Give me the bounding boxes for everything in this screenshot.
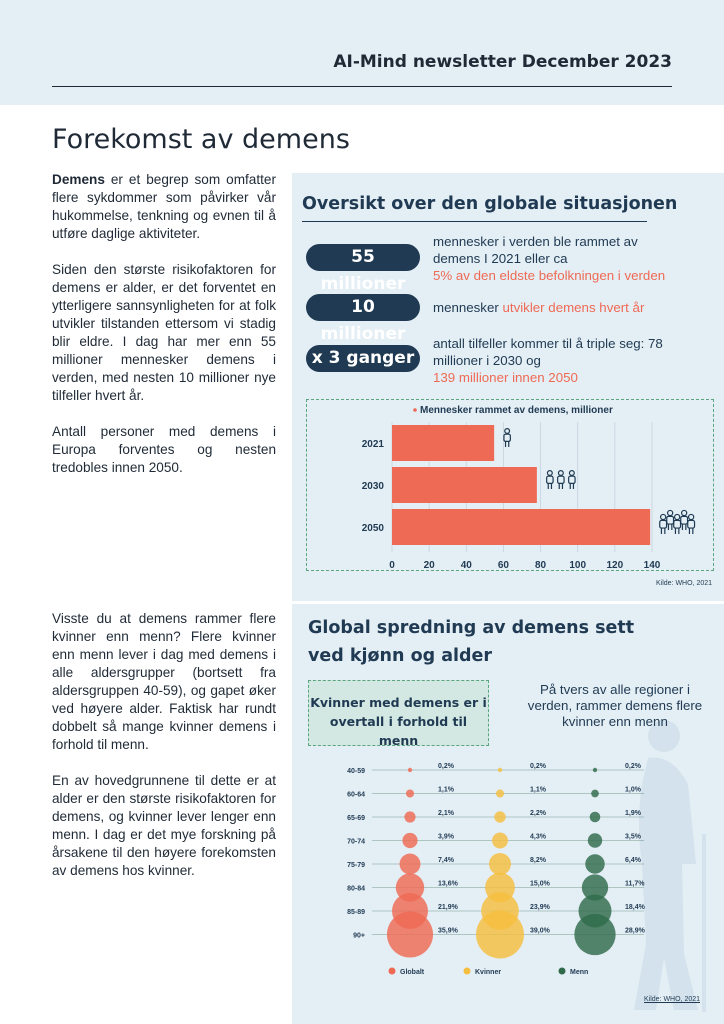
gender-text <box>52 610 276 898</box>
spread-heading <box>308 614 634 670</box>
intro-paragraph-3: Antall personer med demens i Europa forventes og nesten tredobles innen 2050. <box>52 424 276 475</box>
bubble-kvinner <box>492 833 508 849</box>
stat-55m-line2: demens I 2021 eller ca <box>433 251 568 266</box>
legend-marker <box>413 408 417 412</box>
overview-heading: Oversikt over den globale situasjonen <box>302 194 678 214</box>
callout-box: Kvinner med demens er i overtall i forhold til menn <box>308 680 489 746</box>
person-icon <box>688 514 695 534</box>
bubble-value-label: 6,4% <box>625 857 641 864</box>
age-group-label: 40-59 <box>347 768 365 775</box>
bubble-value-label: 1,0% <box>625 786 641 794</box>
person-icon <box>674 514 681 534</box>
gender-paragraph-2: En av hovedgrunnene til dette er at alder er den største risikofaktoren for demens, og kvinner lever lenger enn menn. I dag er det mye forskning på årsakene til den høyere forekomsten av demens hos kvinner. <box>52 773 276 878</box>
person-icon <box>667 510 674 530</box>
overview-heading-rule <box>302 221 647 222</box>
legend-marker-kvinner <box>464 968 471 975</box>
bubble-value-label: 3,9% <box>438 833 454 841</box>
bubble-value-label: 1,1% <box>438 786 454 794</box>
y-category-label: 2021 <box>361 439 384 450</box>
stat-text-x3 <box>433 335 663 386</box>
bar-chart-title: Mennesker rammet av demens, millioner <box>420 405 613 416</box>
x-tick-label: 120 <box>606 560 624 569</box>
bubble-value-label: 13,6% <box>438 880 458 888</box>
stat-55m-highlight: 5% av den eldste befolkningen i verden <box>433 268 666 283</box>
bar-chart-box <box>306 399 714 571</box>
x-tick-label: 60 <box>497 560 509 569</box>
bubble-value-label: 1,9% <box>625 810 641 817</box>
bubble-kvinner <box>476 911 524 959</box>
bar-2030 <box>392 467 537 503</box>
intro-paragraph-2: Siden den største risikofaktoren for demens er alder, er det forventet en ytterligere sannsynligheten for at folk utvikler tilstanden ettersom vi stadig blir eldre. I dag har mer enn 55 millioner mennesker demens i verden, med nesten 10 millioner nye tilfeller hvert år. <box>52 262 276 403</box>
bubble-value-label: 0,2% <box>438 763 454 770</box>
bar-chart <box>307 400 712 569</box>
x-tick-label: 140 <box>643 560 661 569</box>
legend-marker-menn <box>559 968 566 975</box>
x-tick-label: 100 <box>569 560 587 569</box>
stat-text-10m <box>433 299 644 316</box>
age-group-label: 90+ <box>353 932 365 940</box>
person-icon <box>504 429 510 447</box>
header-divider <box>52 86 672 87</box>
bubble-value-label: 8,2% <box>530 857 546 864</box>
intro-paragraph-1 <box>52 171 276 243</box>
age-group-label: 75-79 <box>347 862 365 869</box>
spread-panel <box>292 604 724 1024</box>
age-group-label: 70-74 <box>347 838 365 846</box>
bubble-value-label: 0,2% <box>530 763 546 770</box>
spread-heading-line1: Global spredning av demens sett <box>308 618 635 638</box>
bubble-value-label: 2,2% <box>530 810 546 817</box>
gender-paragraph-1: Visste du at demens rammer flere kvinner enn menn? Flere kvinner enn menn lever i dag med demens i alle aldersgrupper (bortsett fra aldersgruppen 40-59), og gapet øker ved høyere alder. Faktisk har rundt dobbelt så mange kvinner demens i forhold til menn. <box>52 611 276 752</box>
stat-10m-highlight: utvikler demens hvert år <box>502 300 645 315</box>
bubble-globalt <box>400 854 421 875</box>
bubble-value-label: 23,9% <box>530 904 550 911</box>
bubble-menn <box>574 914 615 955</box>
stat-x3-line2: millioner i 2030 og <box>433 353 541 368</box>
person-icon <box>660 514 667 534</box>
bubble-value-label: 18,4% <box>625 904 645 911</box>
bubble-chart <box>292 754 724 994</box>
bubble-menn <box>588 833 602 847</box>
x-tick-label: 0 <box>389 560 395 569</box>
stat-pill-x3: x 3 ganger <box>306 345 420 372</box>
bubble-value-label: 2,1% <box>438 810 454 817</box>
bubble-value-label: 0,2% <box>625 763 641 770</box>
stat-pill-10m: 10 millioner <box>306 294 420 321</box>
bubble-value-label: 28,9% <box>625 927 645 935</box>
legend-label: Kvinner <box>475 969 502 976</box>
bubble-kvinner <box>498 768 502 772</box>
bubble-globalt <box>408 768 412 772</box>
bubble-globalt <box>404 811 415 822</box>
bar-2021 <box>392 425 494 461</box>
bubble-value-label: 1,1% <box>530 786 546 794</box>
bubble-globalt <box>387 911 433 957</box>
stat-10m-line1: mennesker <box>433 300 503 315</box>
age-group-label: 65-69 <box>347 815 365 822</box>
intro-definition: er et begrep som omfatter flere sykdommer som påvirker vår hukommelse, tenkning og evnen til å utføre daglige aktiviteter. <box>52 172 276 241</box>
bubble-menn <box>591 790 599 798</box>
age-group-label: 60-64 <box>347 791 365 799</box>
bubble-menn <box>590 812 601 823</box>
bubble-value-label: 4,3% <box>530 833 546 841</box>
person-icon <box>681 510 688 530</box>
person-icon <box>547 471 553 489</box>
bubble-value-label: 7,4% <box>438 857 454 864</box>
x-tick-label: 20 <box>423 560 435 569</box>
bubble-value-label: 21,9% <box>438 904 458 911</box>
legend-label: Globalt <box>400 969 425 976</box>
person-icon <box>558 471 564 489</box>
regions-note: På tvers av alle regioner i verden, rammer demens flere kvinner enn menn <box>527 682 703 729</box>
bubble-kvinner <box>496 789 504 797</box>
spread-source: Kilde: WHO, 2021 <box>644 996 701 1003</box>
bubble-menn <box>593 768 597 772</box>
bubble-value-label: 35,9% <box>438 927 458 935</box>
bubble-menn <box>585 854 604 873</box>
bubble-globalt <box>402 833 417 848</box>
person-icon <box>569 471 575 489</box>
bubble-value-label: 11,7% <box>625 880 645 888</box>
intro-text <box>52 171 276 495</box>
stat-pill-55m: 55 millioner <box>306 244 420 271</box>
intro-term: Demens <box>52 172 105 187</box>
legend-label: Menn <box>570 969 589 976</box>
bar-2050 <box>392 509 650 545</box>
spread-heading-line2: ved kjønn og alder <box>308 646 493 666</box>
bubble-value-label: 39,0% <box>530 927 550 935</box>
age-group-label: 80-84 <box>347 885 365 893</box>
x-tick-label: 80 <box>535 560 547 569</box>
overview-panel <box>292 173 724 601</box>
stat-55m-line1: mennesker i verden ble rammet av <box>433 234 638 249</box>
y-category-label: 2030 <box>361 481 384 492</box>
age-group-label: 85-89 <box>347 909 365 916</box>
bubble-globalt <box>406 789 414 797</box>
newsletter-title: AI-Mind newsletter December 2023 <box>333 52 672 72</box>
page-title: Forekomst av demens <box>52 124 350 155</box>
y-category-label: 2050 <box>361 523 384 534</box>
legend-marker-globalt <box>389 968 396 975</box>
stat-x3-line1: antall tilfeller kommer til å triple seg: 78 <box>433 336 663 351</box>
stat-text-55m <box>433 233 665 284</box>
bubble-kvinner <box>494 811 505 822</box>
bubble-value-label: 3,5% <box>625 833 641 841</box>
bubble-kvinner <box>489 853 511 875</box>
stat-x3-highlight: 139 millioner innen 2050 <box>433 370 578 385</box>
bubble-value-label: 15,0% <box>530 880 550 888</box>
x-tick-label: 40 <box>460 560 472 569</box>
overview-source: Kilde: WHO, 2021 <box>656 580 713 587</box>
